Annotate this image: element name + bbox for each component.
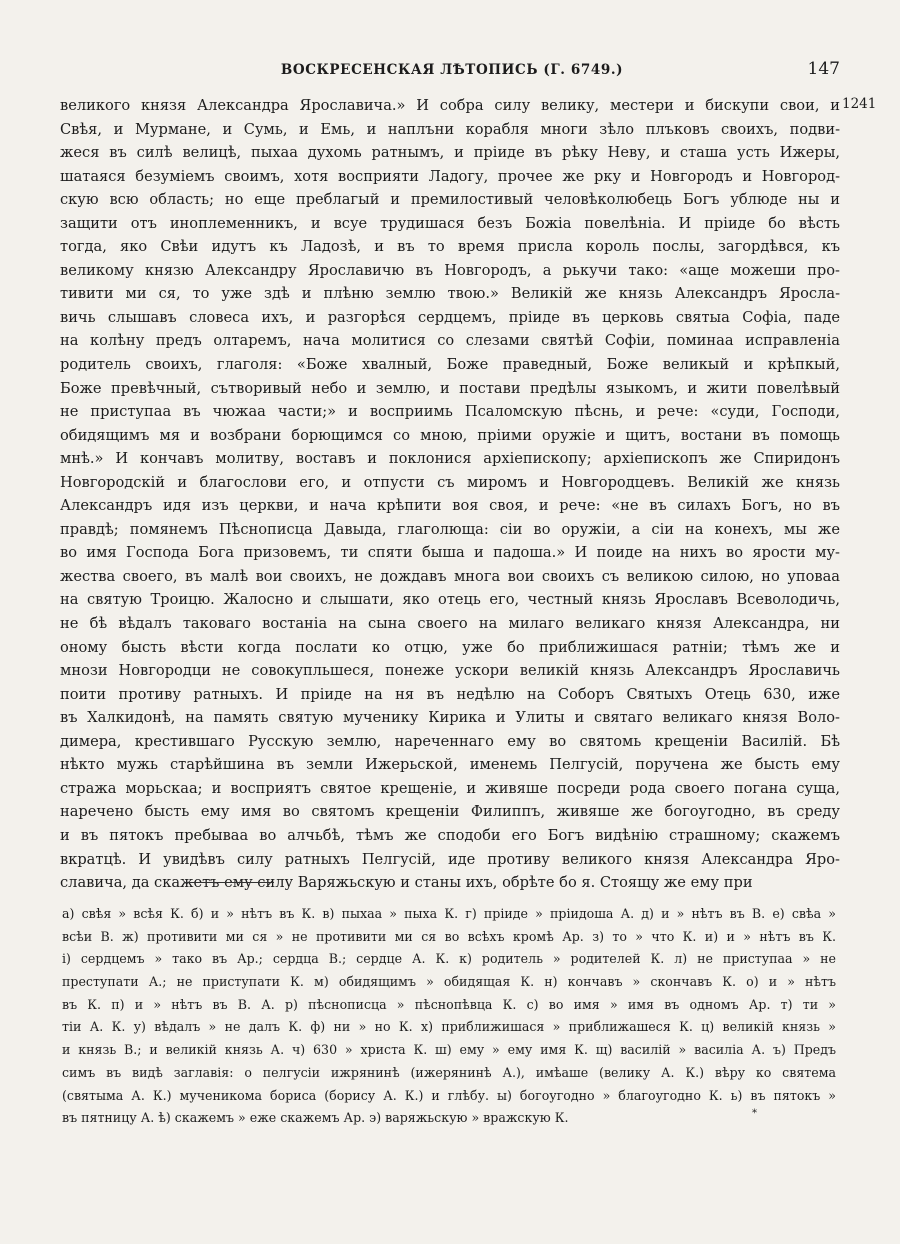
- text-line: на святую Троицю. Жалосно и слышати, яко отець его, честный князь Ярославъ Всеволодичь,: [60, 591, 840, 609]
- text-line: поити противу ратныхъ. И пріиде на ня въ недѣлю на Соборъ Святыхъ Отець 630, иже: [60, 685, 840, 703]
- running-title: ВОСКРЕСЕНСКАЯ ЛѢТОПИСЬ (Г. 6749.): [280, 62, 624, 78]
- text-line: въ Халкидонѣ, на память святую мученику Кирика и Улиты и святаго великаго князя Воло-: [60, 709, 840, 727]
- page-header: [62, 59, 842, 86]
- text-line: стража морьскаа; и восприятъ святое крещеніе, и живяше посреди рода своего погана суща,: [60, 779, 840, 797]
- text-line: тогда, яко Свѣи идутъ къ Ладозѣ, и въ то время присла король послы, загордѣвся, къ: [60, 238, 840, 256]
- text-line: жества своего, въ малѣ вои своихъ, не дождавъ многа вои своихъ съ великою силою, но уповаа: [60, 567, 840, 585]
- page-number: 147: [807, 59, 840, 79]
- text-line: вичь слышавъ словеса ихъ, и разгорѣся сердцемъ, пріиде въ церковь святыа Софіа, паде: [60, 308, 840, 326]
- footnotes: [62, 903, 836, 1130]
- text-line: не бѣ вѣдалъ таковаго востаніа на сына своего на милаго великаго князя Александра, ни: [60, 615, 840, 633]
- text-line: Новгородскій и благослови его, и отпусти съ миромъ и Новгородцевъ. Великій же князь: [60, 473, 840, 491]
- text-line: обидящимъ мя и возбрани борющимся со мною, пріими оружіе и щитъ, востани въ помощь: [60, 426, 840, 444]
- text-line: правдѣ; помянемъ Пѣснописца Давыда, глаголюща: сіи во оружіи, а сіи на конехъ, мы же: [60, 520, 840, 538]
- end-mark: *: [752, 1108, 757, 1119]
- text-line: не приступаа въ чюжаа части;» и восприимь Псаломскую пѣснь, и рече: «суди, Господи,: [60, 403, 840, 421]
- text-line: димера, крестившаго Русскую землю, нареченнаго ему во святомь крещеніи Василій. Бѣ: [60, 732, 840, 750]
- text-line: вкратцѣ. И увидѣвъ силу ратныхъ Пелгусій, иде противу великого князя Александра Яро-: [60, 850, 840, 868]
- text-line: тивити ми ся, то уже здѣ и плѣню землю твою.» Великій же князь Александръ Яросла-: [60, 285, 840, 303]
- main-text: [60, 94, 840, 895]
- margin-year-note: 1241: [842, 96, 877, 112]
- footnote-line: въ пятницу А. ѣ) скажемъ » еже скажемъ Ар. э) варяжьскую » вражскую К.: [62, 1110, 569, 1126]
- text-line: великому князю Александру Ярославичю въ Новгородъ, а рькучи тако: «аще можеши про-: [60, 261, 840, 279]
- text-line: жеся въ силѣ велицѣ, пыхаа духомь ратнымъ, и пріиде въ рѣку Неву, и сташа усть Ижеры,: [60, 144, 840, 162]
- text-line: шатаяся безуміемъ своимъ, хотя восприяти Ладогу, прочее же рку и Новгородъ и Новгород-: [60, 167, 840, 185]
- text-line: скую всю область; но еще преблагый и премилостивый человѣколюбець Богъ ублюде ны и: [60, 191, 840, 209]
- text-line: великого князя Александра Ярославича.» И собра силу велику, местери и бискупи свои, и: [60, 97, 840, 114]
- footnote-line: въ К. п) и » нѣтъ въ В. А. р) пѣснописца » пѣснопѣвца К. с) во имя » имя въ одномъ Ар. т) ти »: [62, 996, 836, 1012]
- text-line: мнози Новгородци не совокупльшеся, понеже ускори великій князь Александръ Ярославичь: [60, 662, 840, 680]
- text-line: наречено бысть ему имя во святомъ крещеніи Филиппъ, живяше же богоугодно, въ среду: [60, 803, 840, 821]
- text-line: на колѣну предъ олтаремъ, нача молитися со слезами святѣй Софіи, поминаа исправленіа: [60, 332, 840, 350]
- text-line: Боже превѣчный, сътворивый небо и землю, и постави предѣлы языкомъ, и жити повелѣвый: [60, 379, 840, 397]
- footnote-line: і) сердцемъ » тако въ Ар.; сердца В.; сердце А. К. к) родитель » родителей К. л) не приступаа » не: [62, 951, 836, 967]
- text-line: родитель своихъ, глаголя: «Боже хвалный, Боже праведный, Боже великый и крѣпкый,: [60, 356, 840, 374]
- footnote-line: преступати А.; не приступати К. м) обидящимъ » обидящая К. н) кончавъ » скончавъ К. о) и » нѣтъ: [62, 974, 836, 990]
- footnote-line: и князь В.; и великій князь А. ч) 630 » христа К. ш) ему » ему имя К. щ) василій » василіа А. ъ) Предъ: [62, 1042, 836, 1058]
- footnote-line: а) свѣя » всѣя К. б) и » нѣтъ въ К. в) пыхаа » пыха К. г) пріиде » пріидоша А. д) и » нѣтъ въ В. е) свѣа »: [62, 906, 836, 921]
- footnote-line: (святыма А. К.) мученикома бориса (борису А. К.) и глѣбу. ы) богоугодно » благоугодно К. ь) въ пятокъ »: [62, 1087, 836, 1103]
- text-line: мнѣ.» И кончавъ молитву, воставъ и поклонися архіепископу; архіепископъ же Спиридонъ: [60, 450, 840, 468]
- text-line: Свѣя, и Мурмане, и Сумь, и Емь, и наплъни корабля многи зѣло плъковъ своихъ, подви-: [60, 120, 840, 138]
- text-line: и въ пятокъ пребываа во алчьбѣ, тѣмъ же сподоби его Богъ видѣнію страшному; скажемъ: [60, 826, 840, 844]
- footnote-line: всѣи В. ж) противити ми ся » не противити ми ся во всѣхъ кромѣ Ар. з) то » что К. и) и » нѣтъ въ К.: [62, 928, 836, 944]
- footnote-line: тіи А. К. у) вѣдалъ » не далъ К. ф) ни » но К. х) приближишася » приближашеся К. ц) великій князь »: [62, 1019, 836, 1035]
- text-line: защити отъ иноплеменникъ, и всуе трудишася безъ Божіа повелѣніа. И пріиде бо вѣсть: [60, 214, 840, 232]
- footnote-line: симъ въ видѣ заглавія: о пелгусіи ижрянинѣ (ижерянинѣ А.), имѣаше (велику А. К.) вѣру ко святема: [62, 1064, 836, 1080]
- text-line: оному бысть вѣсти когда послати ко отцю, уже бо приближишася ратніи; тѣмъ же и: [60, 638, 840, 656]
- text-line: Александръ идя изъ церкви, и нача крѣпити воя своя, и рече: «не въ силахъ Богъ, но въ: [60, 497, 840, 515]
- text-line: во имя Господа Бога призовемъ, ти спяти быша и падоша.» И поиде на нихъ во ярости му-: [60, 544, 840, 562]
- footnote-separator: [184, 882, 274, 883]
- text-line: славича, да скажетъ ему силу Варяжьскую и станы ихъ, обрѣте бо я. Стоящу же ему при: [60, 874, 753, 892]
- text-line: нѣкто мужь старѣйшина въ земли Ижерьской, именемь Пелгусій, поручена же бысть ему: [60, 756, 840, 774]
